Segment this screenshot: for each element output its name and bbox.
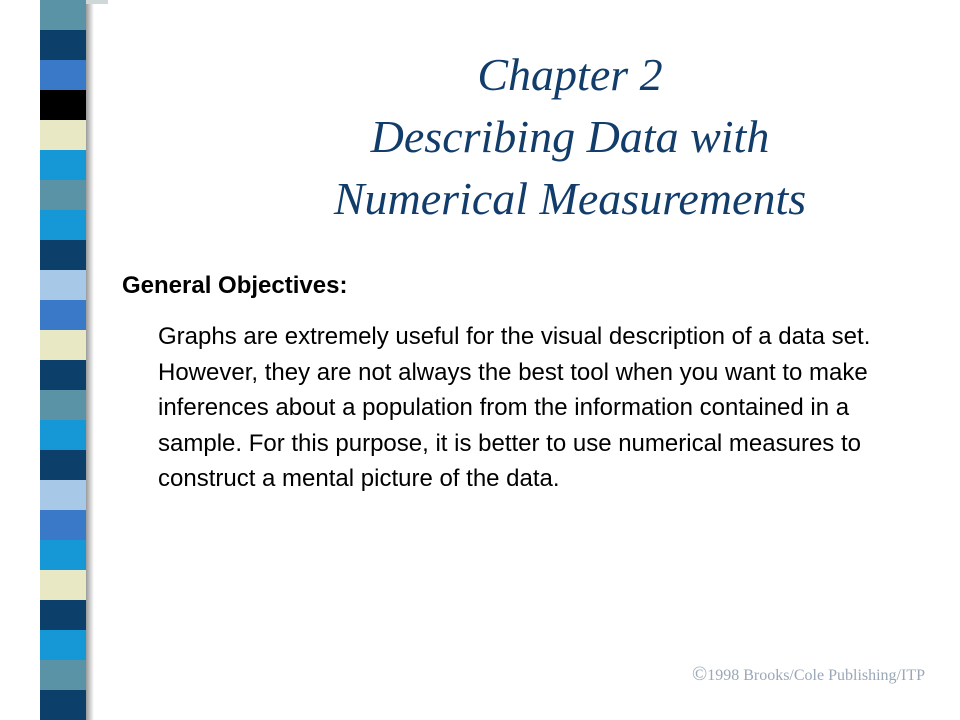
- stripe-segment: [40, 180, 86, 210]
- objectives-heading: General Objectives:: [122, 272, 348, 299]
- stripe-segment: [40, 690, 86, 720]
- stripe-segment: [40, 480, 86, 510]
- copyright-text: 1998 Brooks/Cole Publishing/ITP: [707, 667, 925, 684]
- title-line-describing: Describing Data with: [370, 111, 770, 162]
- stripe-segment: [40, 510, 86, 540]
- stripe-bar-top-accent: [86, 0, 108, 4]
- stripe-segment: [40, 570, 86, 600]
- stripe-segment: [40, 390, 86, 420]
- copyright-symbol: ©: [692, 663, 708, 685]
- stripe-segment: [40, 540, 86, 570]
- stripe-segment: [40, 240, 86, 270]
- stripe-segment: [40, 450, 86, 480]
- stripe-segment: [40, 150, 86, 180]
- stripe-segment: [40, 360, 86, 390]
- stripe-segment: [40, 0, 86, 30]
- stripe-segment: [40, 30, 86, 60]
- stripe-segment: [40, 660, 86, 690]
- stripe-segment: [40, 420, 86, 450]
- stripe-segment: [40, 120, 86, 150]
- stripe-segment: [40, 270, 86, 300]
- stripe-segment: [40, 300, 86, 330]
- stripe-segment: [40, 630, 86, 660]
- copyright-notice: [692, 663, 925, 686]
- stripe-segment: [40, 330, 86, 360]
- title-line-measurements: Numerical Measurements: [333, 173, 807, 224]
- stripe-segment: [40, 210, 86, 240]
- stripe-segment: [40, 60, 86, 90]
- objectives-body-text: Graphs are extremely useful for the visual description of a data set. However, they are not always the best tool when you want to make inferences about a population from the information contained in a sample. For this purpose, it is better to use numerical measures to construct a mental picture of the data.: [158, 323, 871, 492]
- stripe-bar-shadow: [86, 0, 94, 720]
- slide-title: [200, 44, 940, 230]
- decorative-stripe-bar: [40, 0, 86, 720]
- stripe-segment: [40, 600, 86, 630]
- stripe-segment: [40, 90, 86, 120]
- title-line-chapter: Chapter 2: [477, 49, 663, 100]
